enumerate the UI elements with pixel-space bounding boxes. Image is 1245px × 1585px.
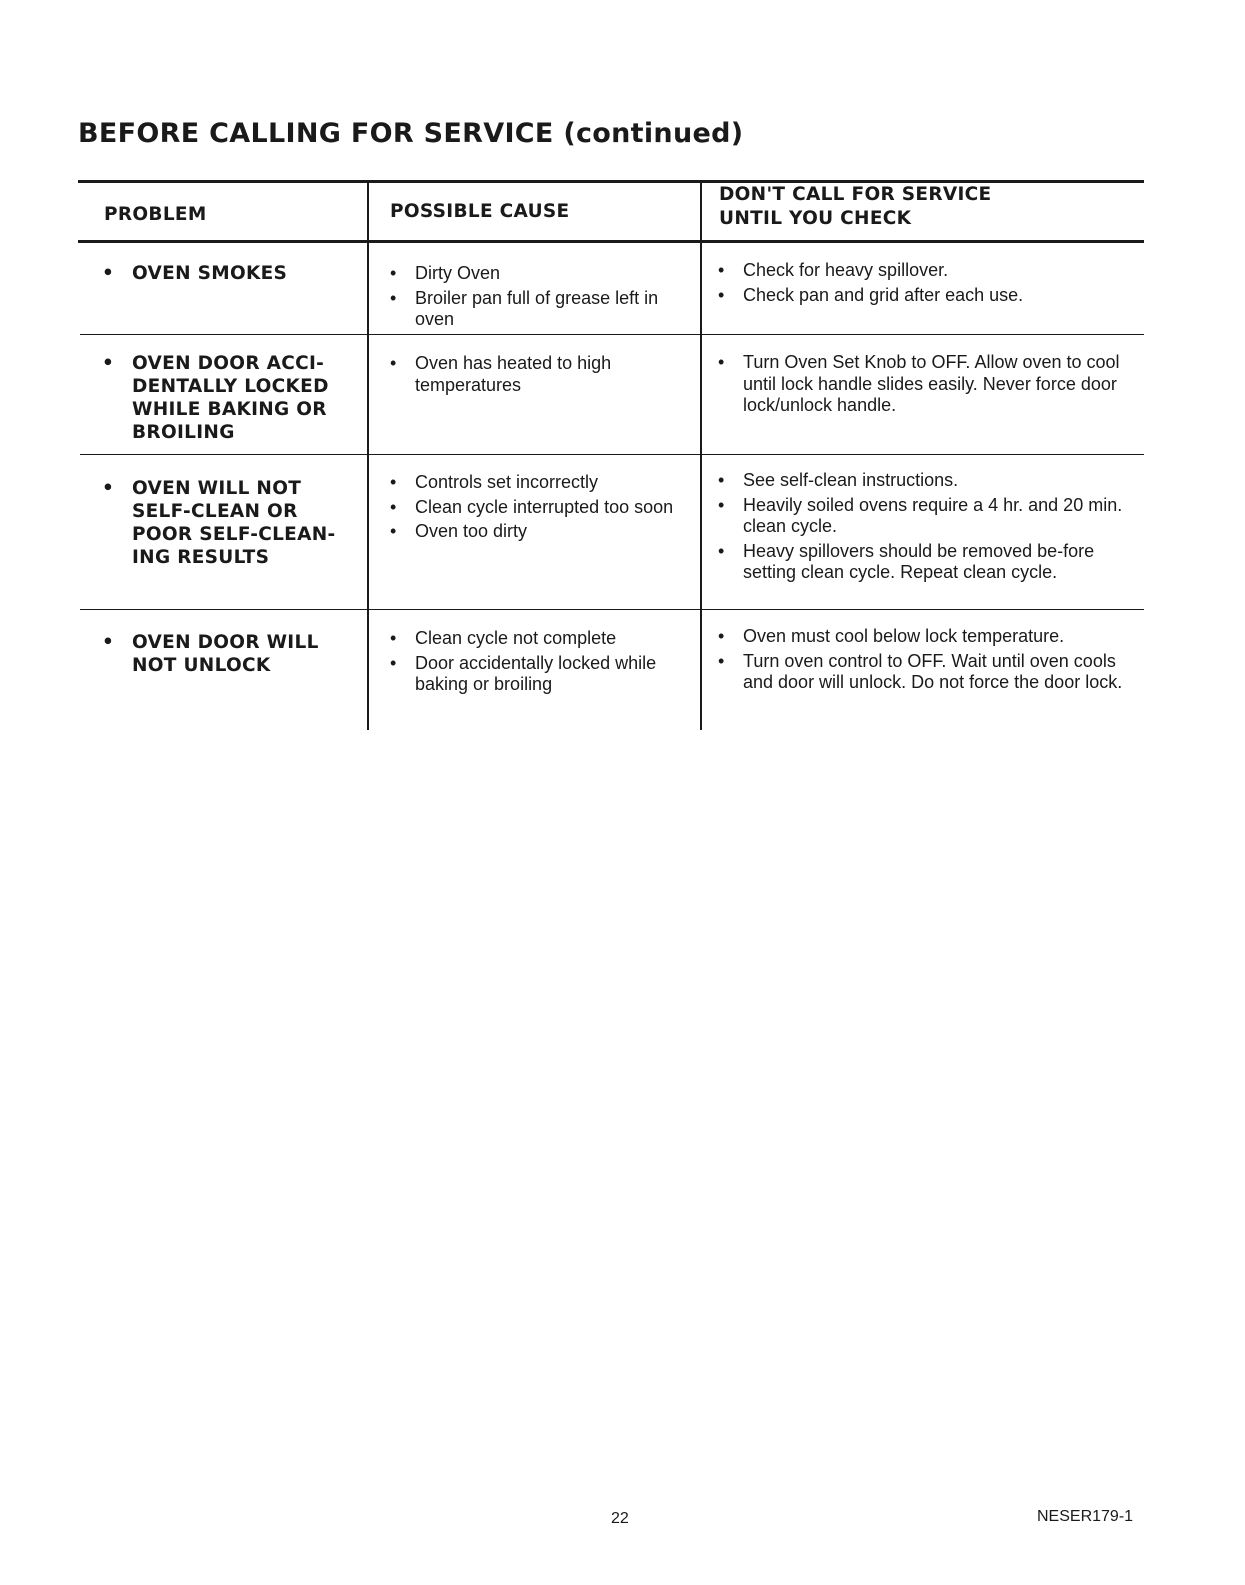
cause-text: Dirty Oven xyxy=(415,263,501,283)
list-item xyxy=(387,497,687,519)
header-check xyxy=(719,183,991,231)
problem-line: DENTALLY LOCKED xyxy=(132,376,329,397)
problem-line: OVEN DOOR ACCI- xyxy=(132,353,325,374)
cause-list xyxy=(387,263,687,334)
cause-list xyxy=(387,353,687,399)
list-item xyxy=(387,521,687,543)
bullet: • xyxy=(390,353,397,373)
check-text: Heavily soiled ovens require a 4 hr. and 20 min. clean cycle. xyxy=(743,494,1123,536)
column-divider xyxy=(367,180,369,730)
list-item xyxy=(715,626,1135,648)
bullet: • xyxy=(390,263,397,283)
bullet: • xyxy=(718,650,725,671)
check-text: Oven must cool below lock temperature. xyxy=(743,626,1065,646)
header-problem: PROBLEM xyxy=(104,204,207,225)
problem-line: OVEN WILL NOT xyxy=(132,478,302,499)
cause-list xyxy=(387,472,687,546)
header-check-line1: DON'T CALL FOR SERVICE xyxy=(719,184,992,205)
list-item xyxy=(387,353,687,396)
list-item xyxy=(387,472,687,494)
list-item xyxy=(715,260,1140,282)
row-divider xyxy=(80,334,1144,335)
problem-line: WHILE BAKING OR xyxy=(132,399,327,420)
problem-cell xyxy=(102,631,362,677)
header-possible-cause: POSSIBLE CAUSE xyxy=(390,201,570,222)
check-list xyxy=(715,470,1135,587)
check-text: Check for heavy spillover. xyxy=(743,260,949,280)
cause-list xyxy=(387,628,687,699)
bullet: • xyxy=(102,263,115,284)
check-text: Check pan and grid after each use. xyxy=(743,284,1024,305)
cause-text: Broiler pan full of grease left in oven xyxy=(415,287,659,329)
bullet: • xyxy=(390,496,397,517)
check-text: See self-clean instructions. xyxy=(743,470,959,490)
bullet: • xyxy=(718,540,725,561)
check-text: Heavy spillovers should be removed be-fore setting clean cycle. Repeat clean cycle. xyxy=(743,540,1095,582)
cause-text: Clean cycle interrupted too soon xyxy=(415,496,674,517)
check-list xyxy=(715,352,1140,420)
bullet: • xyxy=(102,353,115,374)
list-item xyxy=(715,352,1140,417)
cause-text: Controls set incorrectly xyxy=(415,472,599,492)
list-item xyxy=(387,288,687,331)
problem-cell xyxy=(102,352,362,444)
bullet: • xyxy=(390,287,397,308)
check-list xyxy=(715,260,1140,309)
bullet: • xyxy=(718,352,725,372)
bullet: • xyxy=(390,628,397,648)
bullet: • xyxy=(718,626,725,646)
column-divider xyxy=(700,180,702,730)
problem-line: SELF-CLEAN OR xyxy=(132,501,298,522)
problem-line: OVEN DOOR WILL xyxy=(132,632,319,653)
list-item xyxy=(387,653,687,696)
bullet: • xyxy=(718,494,725,515)
problem-line: NOT UNLOCK xyxy=(132,655,271,676)
problem-cell xyxy=(102,477,362,569)
problem-line: OVEN SMOKES xyxy=(132,263,288,284)
header-check-line2: UNTIL YOU CHECK xyxy=(719,208,912,229)
list-item xyxy=(387,628,687,650)
bullet: • xyxy=(390,472,397,492)
bullet: • xyxy=(390,521,397,541)
list-item xyxy=(715,495,1135,538)
check-text: Turn Oven Set Knob to OFF. Allow oven to cool until lock handle slides easily. Never force door lock/unlock handle. xyxy=(743,352,1120,415)
bullet: • xyxy=(102,632,115,653)
list-item xyxy=(715,541,1135,584)
check-text: Turn oven control to OFF. Wait until oven cools and door will unlock. Do not force the door lock. xyxy=(743,650,1123,692)
check-list xyxy=(715,626,1135,697)
page-number: 22 xyxy=(611,1510,629,1527)
bullet: • xyxy=(390,652,397,673)
bullet: • xyxy=(718,284,725,305)
header-bottom-rule xyxy=(78,240,1144,243)
cause-text: Door accidentally locked while baking or broiling xyxy=(415,652,657,694)
list-item xyxy=(715,651,1135,694)
problem-line: BROILING xyxy=(132,422,235,443)
bullet: • xyxy=(718,260,725,280)
row-divider xyxy=(80,454,1144,455)
bullet: • xyxy=(718,470,725,490)
problem-line: ING RESULTS xyxy=(132,547,270,568)
cause-text: Oven has heated to high temperatures xyxy=(415,353,612,395)
list-item xyxy=(715,285,1140,307)
cause-text: Oven too dirty xyxy=(415,521,528,541)
problem-line: POOR SELF-CLEAN- xyxy=(132,524,336,545)
row-divider xyxy=(80,609,1144,610)
bullet: • xyxy=(102,478,115,499)
list-item xyxy=(715,470,1135,492)
problem-cell xyxy=(102,262,362,285)
cause-text: Clean cycle not complete xyxy=(415,628,617,648)
page-title: BEFORE CALLING FOR SERVICE (continued) xyxy=(78,118,744,149)
list-item xyxy=(387,263,687,285)
document-code: NESER179-1 xyxy=(1037,1508,1134,1525)
